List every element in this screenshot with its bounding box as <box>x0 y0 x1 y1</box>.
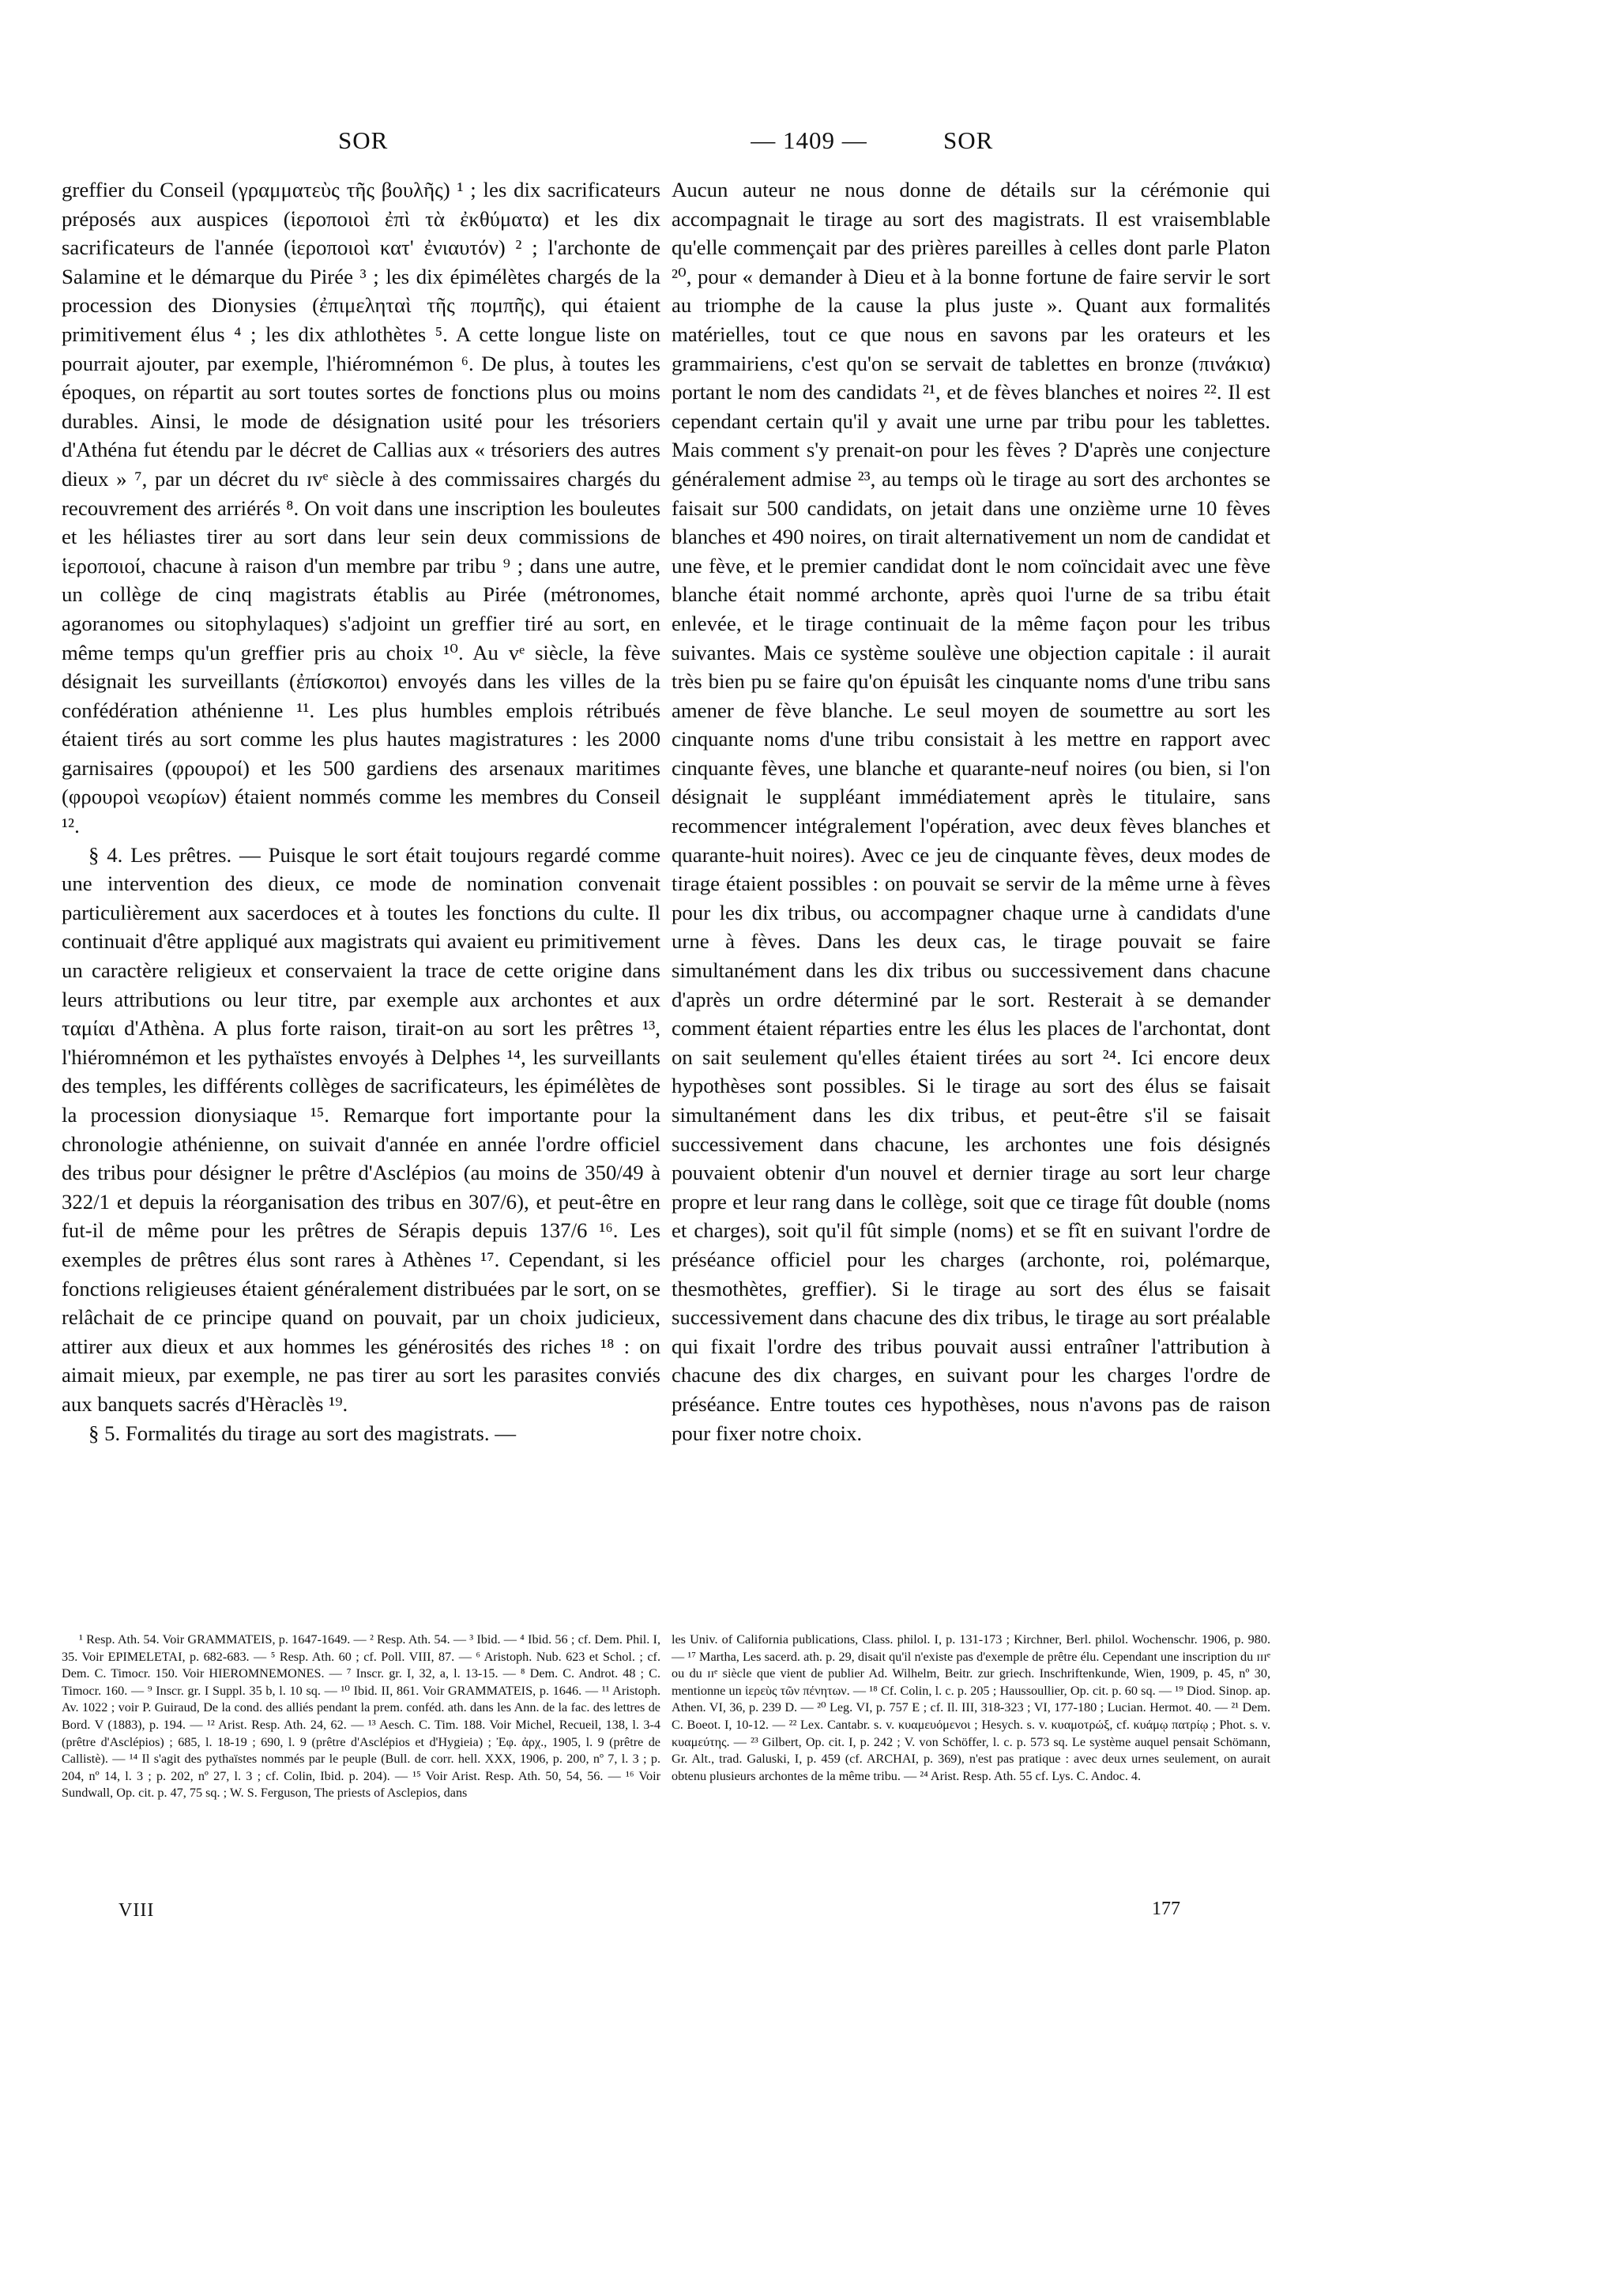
page-number: 177 <box>1152 1899 1180 1919</box>
column-number: — 1409 — <box>751 126 867 154</box>
footnote-block: ¹ Resp. Ath. 54. Voir GRAMMATEIS, p. 1647-1649. — ² Resp. Ath. 54. — ³ Ibid. — ⁴ Ibid. 56 ; cf. Dem. Phil. I, 35. Voir EPIMELETAI, p. 682-683. — ⁵ Resp. Ath. 60 ; cf. Poll. VIII, 87. — ⁶ Aristoph. Nub. 623 et Schol. ; cf. Dem. C. Timocr. 150. Voir HIEROMNEMONES. — ⁷ Inscr. gr. I, 32, a, l. 13-15. — ⁸ Dem. C. Androt. 48 ; C. Timocr. 160. — ⁹ Inscr. gr. I Suppl. 35 b, l. 10 sq. — ¹⁰ Ibid. II, 861. Voir GRAMMATEIS, p. 1646. — ¹¹ Aristoph. Av. 1022 ; voir P. Guiraud, De la cond. des alliés pendant la prem. conféd. ath. dans les Ann. de la fac. des lettres de Bord. V (1883), p. 194. — ¹² Arist. Resp. Ath. 24, 62. — ¹³ Aesch. C. Tim. 188. Voir Michel, Recueil, 138, l. 3-4 (prêtre d'Asclépios) ; 685, l. 18-19 ; 690, l. 9 (prêtre d'Asclépios et d'Hygieia) ; Ἐφ. ἀρχ., 1905, l. 9 (prêtre de Callistè). — ¹⁴ Il s'agit des pythaïstes nommés par le peuple (Bull. de corr. hell. XXX, 1906, p. 200, nº 7, l. 3 ; p. 204, nº 14, l. 3 ; p. 202, nº 27, l. 3 ; cf. Colin, Ibid. p. 204). — ¹⁵ Voir Arist. Resp. Ath. 50, 54, 56. — ¹⁶ Voir Sundwall, Op. cit. p. 47, 75 sq. ; W. S. Ferguson, The priests of Asclepios, dans <box>62 1632 660 1801</box>
section-heading: § 5. Formalités du tirage au sort des magistrats. — <box>88 1421 517 1445</box>
footnote-block: les Univ. of California publications, Class. philol. I, p. 131-173 ; Kirchner, Berl. philol. Wochenschr. 1906, p. 980. — ¹⁷ Martha, Les sacerd. ath. p. 29, disait qu'il n'existe pas d'exemple de prêtre élu. Cependant une inscription du ɪɪɪᵉ ou du ɪɪᵉ siècle que vient de publier Ad. Wilhelm, Beitr. zur griech. Inschriftenkunde, Wien, 1909, p. 45, nº 30, mentionne un ἱερεὺς τῶν πένητων. — ¹⁸ Cf. Colin, l. c. p. 205 ; Haussoullier, Op. cit. p. 60 sq. — ¹⁹ Diod. Sinop. ap. Athen. VI, 36, p. 239 D. — ²⁰ Leg. VI, p. 757 E ; cf. Il. III, 318-323 ; VI, 177-180 ; Lucian. Hermot. 40. — ²¹ Dem. C. Boeot. I, 10-12. — ²² Lex. Cantabr. s. v. κυαμευόμενοι ; Hesych. s. v. κυαμοτρώξ, cf. κυάμῳ πατρίῳ ; Phot. s. v. κυαμεύτης. — ²³ Gilbert, Op. cit. I, p. 242 ; V. von Schöffer, l. c. p. 573 sq. Le système auquel pensait Schömann, Gr. Alt., trad. Galuski, I, p. 459 (cf. ARCHAI, p. 369), n'est pas pratique : avec deux urnes seulement, on aurait obtenu plusieurs archontes de la même tribu. — ²⁴ Arist. Resp. Ath. 55 cf. Lys. C. Andoc. 4. <box>672 1632 1270 1783</box>
running-head-right: SOR <box>943 126 994 154</box>
paragraph: greffier du Conseil (γραμματεὺς τῆς βουλῆς) ¹ ; les dix sacrificateurs préposés aux auspices (ἱεροποιοὶ ἐπὶ τὰ ἐκθύματα) et les dix sacrificateurs de l'année (ἱεροποιοὶ κατ' ἐνιαυτόν) ² ; l'archonte de Salamine et le démarque du Pirée ³ ; les dix épimélètes chargés de la procession des Dionysies (ἐπιμεληταὶ τῆς πομπῆς), qui étaient primitivement élus ⁴ ; les dix athlothètes ⁵. A cette longue liste on pourrait ajouter, par exemple, l'hiéromnémon ⁶. De plus, à toutes les époques, on répartit au sort toutes sortes de fonctions plus ou moins durables. Ainsi, le mode de désignation usité pour les trésoriers d'Athéna fut étendu par le décret de Callias aux « trésoriers des autres dieux » ⁷, par un décret du ɪᴠᵉ siècle à des commissaires chargés du recouvrement des arriérés ⁸. On voit dans une inscription les bouleutes et les héliastes tirer au sort dans leur sein deux commissions de ἱεροποιοί, chacune à raison d'un membre par tribu ⁹ ; dans une autre, un collège de cinq magistrats établis au Pirée (métronomes, agoranomes ou sitophylaques) s'adjoint un greffier tiré au sort, en même temps qu'un greffier pris au choix ¹⁰. Au ᴠᵉ siècle, la fève désignait les surveillants (ἐπίσκοποι) envoyés dans les villes de la confédération athénienne ¹¹. Les plus humbles emplois rétribués étaient tirés au sort comme les plus hautes magistratures : les 2000 garnisaires (φρουροί) et les 500 gardiens des arsenaux maritimes (φρουροὶ νεωρίων) étaient nommés comme les membres du Conseil ¹². <box>62 178 660 838</box>
paragraph: § 4. Les prêtres. — Puisque le sort était toujours regardé comme une intervention des dieux, ce mode de nomination convenait particulièrement aux sacerdoces et à toutes les fonctions du culte. Il continuait d'être appliqué aux magistrats qui avaient eu primitivement un caractère religieux et conservaient la trace de cette origine dans leurs attributions ou leur titre, par exemple aux archontes et aux ταμίαι d'Athèna. A plus forte raison, tirait-on au sort les prêtres ¹³, l'hiéromnémon et les pythaïstes envoyés à Delphes ¹⁴, les surveillants des temples, les différents collèges de sacrificateurs, les épimélètes de la procession dionysiaque ¹⁵. Remarque fort importante pour la chronologie athénienne, on suivait d'année en année l'ordre officiel des tribus pour désigner le prêtre d'Asclépios (au moins de 350/49 à 322/1 et depuis la réorganisation des tribus en 307/6), et peut-être en fut-il de même pour les prêtres de Sérapis depuis 137/6 ¹⁶. Les exemples de prêtres élus sont rares à Athènes ¹⁷. Cependant, si les fonctions religieuses étaient généralement distribuées par le sort, on se relâchait de ce principe quand on pouvait, par un choix judicieux, attirer aux dieux et aux hommes les générosités des riches ¹⁸ : on aimait mieux, par exemple, ne pas tirer au sort les parasites conviés aux banquets sacrés d'Hèraclès ¹⁹. <box>62 842 660 1416</box>
signature-mark: VIII <box>119 1900 155 1921</box>
running-head-left: SOR <box>338 126 389 154</box>
footnotes-right <box>672 1632 1270 1785</box>
paragraph: Aucun auteur ne nous donne de détails sur la cérémonie qui accompagnait le tirage au sort des magistrats. Il est vraisemblable qu'elle commençait par des prières pareilles à celles dont parle Platon ²⁰, pour « demander à Dieu et à la bonne fortune de faire servir le sort au triomphe de la cause la plus juste ». Quant aux formalités matérielles, tout ce que nous en savons par les orateurs et les grammairiens, c'est qu'on se servait de tablettes en bronze (πινάκια) portant le nom des candidats ²¹, et de fèves blanches et noires ²². Il est cependant certain qu'il y avait une urne par tribu pour les tablettes. Mais comment s'y prenait-on pour les fèves ? D'après une conjecture généralement admise ²³, au temps où le tirage au sort des archontes se faisait sur 500 candidats, on jetait dans une onzième urne 10 fèves blanches et 490 noires, on tirait alternativement un nom de candidat et une fève, et le premier candidat dont le nom coïncidait avec une fève blanche était nommé archonte, après quoi l'urne de sa tribu était enlevée, et le tirage continuait de la même façon pour les tribus suivantes. Mais ce système soulève une objection capitale : il aurait très bien pu se faire qu'on épuisât les cinquante noms d'une tribu sans amener de fève blanche. Le seul moyen de soumettre au sort les cinquante noms d'une tribu consistait à les mettre en rapport avec cinquante fèves, une blanche et quarante-neuf noires (ou bien, si l'on désignait le suppléant immédiatement après le titulaire, sans recommencer intégralement l'opération, avec deux fèves blanches et quarante-huit noires). Avec ce jeu de cinquante fèves, deux modes de tirage étaient possibles : on pouvait se servir de la même urne à fèves pour les dix tribus, ou accompagner chaque urne à candidats d'une urne à fèves. Dans les deux cas, le tirage pouvait se faire simultanément dans les dix tribus ou successivement dans chacune d'après un ordre déterminé par le sort. Resterait à se demander comment étaient réparties entre les élus les places de l'archontat, dont on sait seulement qu'elles étaient tirées au sort ²⁴. Ici encore deux hypothèses sont possibles. Si le tirage au sort des élus se faisait simultanément dans les dix tribus, et peut-être s'il se faisait successivement dans chacune, les archontes une fois désignés pouvaient obtenir d'un nouvel et dernier tirage au sort leur charge propre et leur rang dans le collège, soit que ce tirage fût double (noms et charges), soit qu'il fût simple (noms) et se fît en suivant l'ordre de préséance officiel pour les charges (archonte, roi, polémarque, thesmothètes, greffier). Si le tirage au sort des élus se faisait successivement dans chacune des dix tribus, le tirage au sort préalable qui fixait l'ordre des tribus pouvait aussi entraîner l'attribution à chacune des dix charges, en suivant pour les charges l'ordre de préséance. Entre toutes ces hypothèses, nous n'avons pas de raison pour fixer notre choix. <box>672 178 1270 1445</box>
left-column <box>62 175 660 1447</box>
right-column <box>672 175 1270 1447</box>
footnotes-left <box>62 1632 660 1802</box>
